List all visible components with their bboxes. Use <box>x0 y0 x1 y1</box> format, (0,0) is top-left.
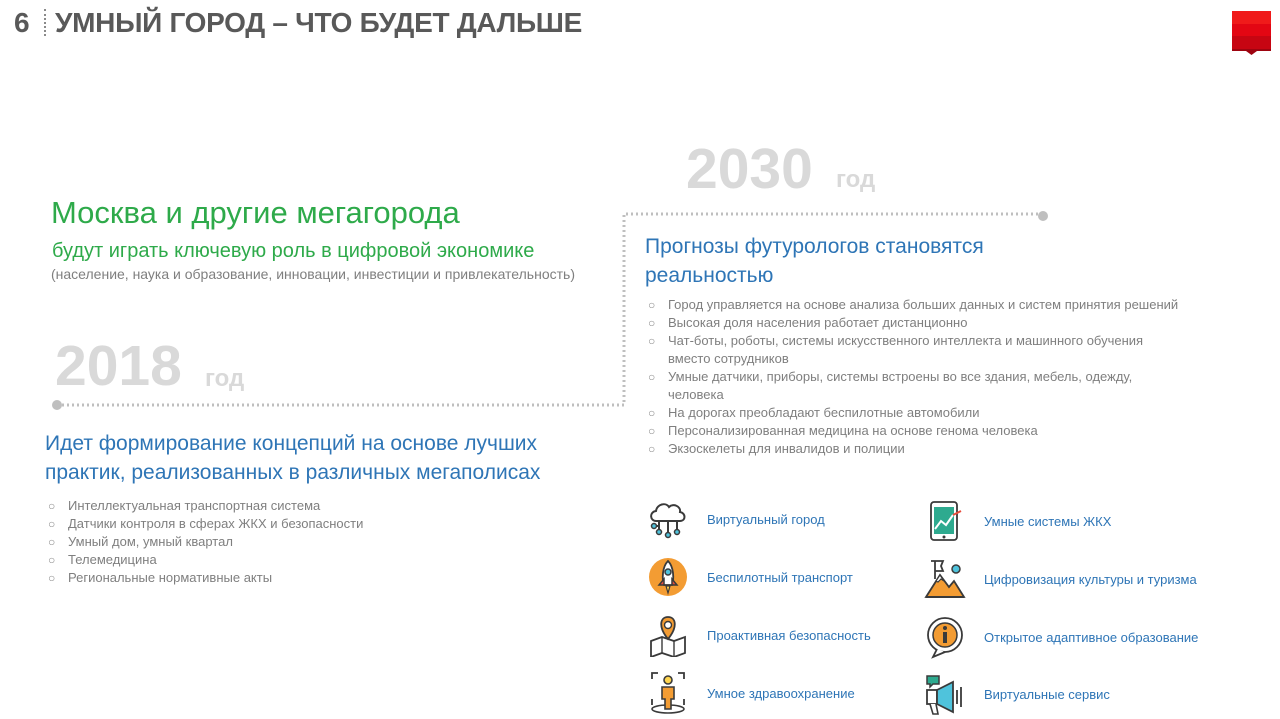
area-virtual-services <box>923 670 1110 718</box>
timeline-start-dot <box>52 400 62 410</box>
area-smart-healthcare <box>646 669 855 717</box>
circle-bullet-icon: ○ <box>48 571 56 585</box>
info-bubble-icon <box>923 615 967 659</box>
title-separator <box>44 9 46 36</box>
intro-note: (население, наука и образование, инновации, инвестиции и привлекательность) <box>51 266 575 282</box>
area-proactive-security <box>646 611 871 659</box>
map-pin-icon <box>646 613 690 657</box>
list-item: ○ Экзоскелеты для инвалидов и полиции <box>648 441 905 456</box>
area-label: Открытое адаптивное образование <box>984 629 1199 645</box>
list-item: ○ Чат-боты, роботы, системы искусственного интеллекта и машинного обучения вместо сотрудников <box>648 333 1144 366</box>
list-item: ○ Персонализированная медицина на основе генома человека <box>648 423 1038 438</box>
area-smart-utilities <box>923 497 1111 545</box>
area-label: Цифровизация культуры и туризма <box>984 571 1197 587</box>
circle-bullet-icon: ○ <box>648 298 656 312</box>
year-2030: 2030 <box>686 137 813 201</box>
area-label: Виртуальные сервис <box>984 686 1110 702</box>
intro-subheading: будут играть ключевую роль в цифровой экономике <box>52 240 535 262</box>
mountain-flag-icon <box>923 557 967 601</box>
rocket-icon <box>646 555 690 599</box>
circle-bullet-icon: ○ <box>48 499 56 513</box>
future-section-title: Прогнозы футурологов становятся реальностью <box>645 235 984 287</box>
list-item: ○ Высокая доля населения работает дистанционно <box>648 315 968 330</box>
area-label: Умное здравоохранение <box>707 685 855 701</box>
intro-heading: Москва и другие мегагорода <box>51 195 460 230</box>
list-item: ○ На дорогах преобладают беспилотные автомобили <box>648 405 980 420</box>
area-label: Умные системы ЖКХ <box>984 513 1112 529</box>
circle-bullet-icon: ○ <box>648 442 656 456</box>
list-item: ○ Интеллектуальная транспортная система <box>48 498 321 513</box>
list-item: ○ Датчики контроля в сферах ЖКХ и безопасности <box>48 516 364 531</box>
slide-number: 6 <box>14 7 30 38</box>
area-culture-tourism <box>923 555 1197 603</box>
circle-bullet-icon: ○ <box>48 517 56 531</box>
circle-bullet-icon: ○ <box>48 535 56 549</box>
circle-bullet-icon: ○ <box>648 370 656 384</box>
list-item: ○ Региональные нормативные акты <box>48 570 273 585</box>
slide-title: УМНЫЙ ГОРОД – ЧТО БУДЕТ ДАЛЬШЕ <box>55 7 583 38</box>
circle-bullet-icon: ○ <box>648 316 656 330</box>
circle-bullet-icon: ○ <box>648 334 656 348</box>
area-label: Виртуальный город <box>707 511 825 527</box>
year-2030-label: год <box>836 166 876 193</box>
year-2018-label: год <box>205 365 245 392</box>
current-section-title: Идет формирование концепций на основе лучших практик, реализованных в различных мегаполисах <box>45 432 541 484</box>
circle-bullet-icon: ○ <box>48 553 56 567</box>
area-adaptive-education <box>923 613 1198 661</box>
area-virtual-city <box>646 495 825 543</box>
area-label: Беспилотный транспорт <box>707 569 853 585</box>
list-item: ○ Умные датчики, приборы, системы встроены во все здания, мебель, одежду, человека <box>648 369 1133 402</box>
cloud-network-icon <box>646 497 690 541</box>
timeline-end-dot <box>1038 211 1048 221</box>
list-item: ○ Умный дом, умный квартал <box>48 534 233 549</box>
current-practices-list <box>46 497 426 587</box>
megaphone-icon <box>923 672 967 716</box>
moscow-red-flag-logo-icon <box>1232 11 1271 55</box>
list-item: ○ Телемедицина <box>48 552 157 567</box>
year-2018: 2018 <box>55 334 182 398</box>
circle-bullet-icon: ○ <box>648 424 656 438</box>
circle-bullet-icon: ○ <box>648 406 656 420</box>
area-label: Проактивная безопасность <box>707 627 871 643</box>
person-target-icon <box>646 671 690 715</box>
list-item: ○ Город управляется на основе анализа больших данных и систем принятия решений <box>648 297 1179 312</box>
area-autonomous-transport <box>646 553 853 601</box>
future-forecast-list <box>646 296 1186 458</box>
tablet-chart-icon <box>923 499 967 543</box>
